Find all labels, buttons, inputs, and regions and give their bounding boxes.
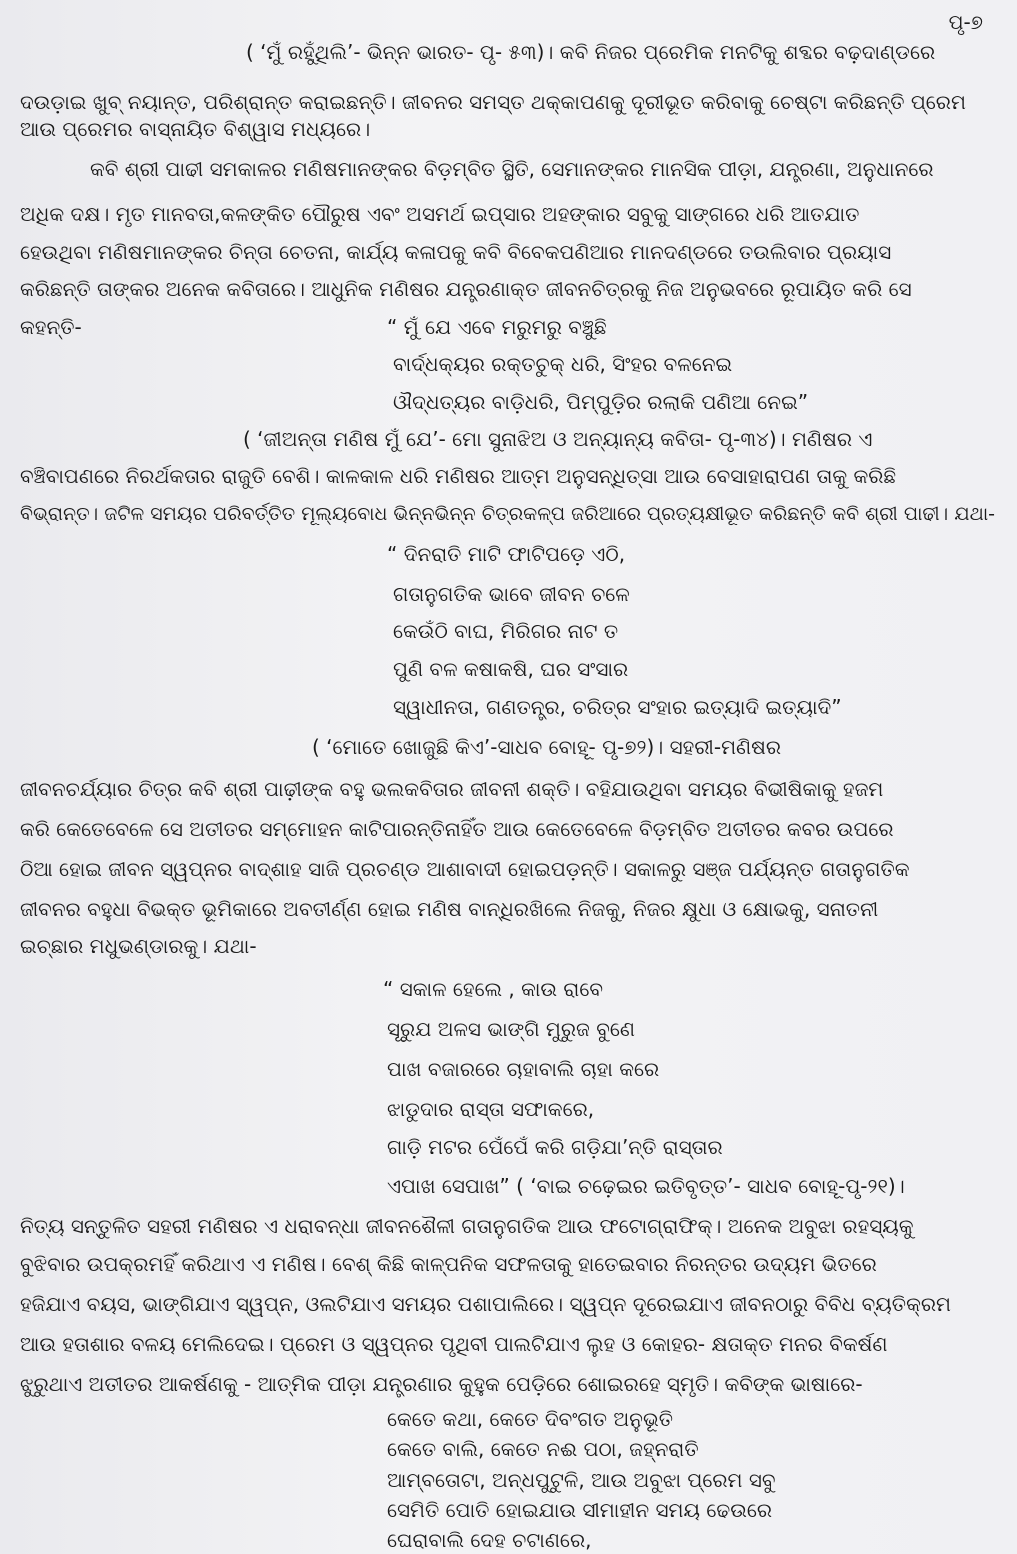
text-line: ଜୀବନଚର୍ଯ୍ୟାର ଚିତ୍ର କବି ଶ୍ରୀ ପାଢ଼ୀଙ୍କ ବହୁ ଭଲକବିତାର ଜୀବନୀ ଶକ୍ତି। ବହିଯାଉଥିବା ସମୟର ବିଭୀଷିକାକୁ ହଜମ (20, 777, 884, 801)
text-line: ଜୀବନର ବହୁଧା ବିଭକ୍ତ ଭୂମିକାରେ ଅବତୀର୍ଣ୍ଣ ହୋଇ ମଣିଷ ବାନ୍ଧିରଖିଲେ ନିଜକୁ, ନିଜର କ୍ଷୁଧା ଓ କ୍ଷୋଭକୁ, ସନାତନୀ (20, 897, 879, 921)
text-line: ଦଉଡ଼ାଇ ଖୁବ୍ ନୟାନ୍ତ, ପରିଶ୍ରାନ୍ତ କରାଇଛନ୍ତି। ଜୀବନର ସମସ୍ତ ଥକ୍କାପଣକୁ ଦୂରୀଭୂତ କରିବାକୁ ଚେଷ୍ଟା କରିଛନ୍ତି ପ୍ରେମ (20, 90, 966, 114)
text-line: ଇଚ୍ଛାର ମଧୁଭଣ୍ଡାରକୁ। ଯଥା- (20, 934, 257, 958)
text-line: ବଞ୍ଚିବାପଣରେ ନିରର୍ଥକତାର ରାଜୁତି ବେଶି। କାଳକାଳ ଧରି ମଣିଷର ଆତ୍ମ ଅନୁସନ୍ଧିତ୍ସା ଆଉ ବେସାହାରାପଣ ତାକୁ କରିଛି (20, 464, 897, 488)
poem-line: “ ଦିନରାତି ମାଟି ଫାଟିପଡ଼େ ଏଠି, (387, 542, 626, 566)
poem-line: ସେମିତି ପୋତି ହୋଇଯାଉ ସୀମାହୀନ ସମୟ ଢେଉରେ (387, 1497, 773, 1522)
text-line: ବିଭ୍ରାନ୍ତ। ଜଟିଳ ସମୟର ପରିବର୍ତ୍ତିତ ମୂଲ୍ୟବୋଧ ଭିନ୍ନଭିନ୍ନ ଚିତ୍ରକଳ୍ପ ଜରିଆରେ ପ୍ରତ୍ୟକ୍ଷୀଭୂତ କରିଛନ୍ତି କବି ଶ୍ରୀ ପାଢୀ। ଯଥା- (20, 503, 996, 525)
text-line: ଆଉ ପ୍ରେମର ବାସ୍ନାୟିତ ବିଶ୍ୱାସ ମଧ୍ୟରେ। (20, 117, 371, 141)
poem-line: ଘେରାବାଲି ଦେହ ଚଟାଣରେ, (387, 1528, 592, 1552)
poem-line: କେତେ ବାଲି, କେତେ ନଈ ପଠା, ଜହ୍ନରାତି (387, 1437, 699, 1462)
text-line: କରିଛନ୍ତି ତାଙ୍କର ଅନେକ କବିତାରେ। ଆଧୁନିକ ମଣିଷର ଯନ୍ତ୍ରଣାକ୍ତ ଜୀବନଚିତ୍ରକୁ ନିଜ ଅନୁଭବରେ ରୂପାୟିତ କରି ସେ (20, 277, 912, 301)
text-line: ବୁଝିବାର ଉପକ୍ରମହିଁ କରିଥାଏ ଏ ମଣିଷ। ବେଶ୍ କିଛି କାଳ୍ପନିକ ସଫଳତାକୁ ହାତେଇବାର ନିରନ୍ତର ଉଦ୍ୟମ ଭିତରେ (20, 1252, 877, 1276)
text-line: ଆଉ ହତାଶାର ବଳୟ ମେଲିଦେଇ। ପ୍ରେମ ଓ ସ୍ୱପ୍ନର ପୃଥିବୀ ପାଲଟିଯାଏ ଲୁହ ଓ କୋହର- କ୍ଷତାକ୍ତ ମନର ବିକର୍ଷଣ (20, 1332, 888, 1356)
text-line: ନିତ୍ୟ ସନ୍ତୁଳିତ ସହରୀ ମଣିଷର ଏ ଧରାବନ୍ଧା ଜୀବନଶୈଳୀ ଗତାନୁଗତିକ ଆଉ ଫଟୋଗ୍ରାଫିକ୍। ଅନେକ ଅବୁଝା ରହସ୍ୟକୁ (20, 1214, 914, 1238)
poem-line: କେଉଁଠି ବାଘ, ମିରିଗର ନାଟ ତ (393, 619, 619, 643)
text-line: ( ‘ମୁଁ ରହୁଁଥିଲି’- ଭିନ୍ନ ଭାରତ- ପୃ- ୫୩)। କବି ନିଜର ପ୍ରେମିକ ମନଟିକୁ ଶବ୍ଦର ବଢ଼ଦାଣ୍ଡରେ (246, 40, 936, 64)
poem-line: କେତେ କଥା, କେତେ ଦିବଂଗତ ଅନୁଭୂତି (387, 1407, 673, 1431)
poem-line: ଏପାଖ ସେପାଖ” ( ‘ବାଇ ଚଢ଼େଇର ଇତିବୃତ୍ତ’- ସାଧବ ବୋହୂ-ପୃ-୨୧)। (387, 1174, 905, 1198)
poem-line: ବାର୍ଦ୍ଧକ୍ୟର ରକ୍ତଚୁକ୍ ଧରି, ସିଂହର ବଳନେଇ (393, 352, 733, 376)
text-line: ଝୁରୁଥାଏ ଅତୀତର ଆକର୍ଷଣକୁ - ଆତ୍ମିକ ପୀଡ଼ା ଯନ୍ତ୍ରଣାର କୁହୁକ ପେଡ଼ିରେ ଶୋଇରହେ ସ୍ମୃତି। କବିଙ୍କ ଭାଷାରେ- (20, 1372, 863, 1396)
poem-line: ପୁଣି ବଳ କଷାକଷି, ଘର ସଂସାର (393, 657, 629, 681)
text-line: କବି ଶ୍ରୀ ପାଢୀ ସମକାଳର ମଣିଷମାନଙ୍କର ବିଡ଼ମ୍ବିତ ସ୍ଥିତି, ସେମାନଙ୍କର ମାନସିକ ପୀଡ଼ା, ଯନ୍ତ୍ରଣା, ଅନୁଧାନରେ (90, 157, 934, 181)
poem-line: ସ୍ୱାଧୀନତା, ଗଣତନ୍ତ୍ର, ଚରିତ୍ର ସଂହାର ଇତ୍ୟାଦି ଇତ୍ୟାଦି” (393, 695, 842, 719)
poem-line: ଆମ୍ବତୋଟା, ଅନ୍ଧପୁଟୁଳି, ଆଉ ଅବୁଝା ପ୍ରେମ ସବୁ (387, 1467, 776, 1492)
text-line: ହେଉଥିବା ମଣିଷମାନଙ୍କର ଚିନ୍ତା ଚେତନା, କାର୍ଯ୍ୟ କଳାପକୁ କବି ବିବେକପଣିଆର ମାନଦଣ୍ଡରେ ତଉଲିବାର ପ୍ରୟାସ (20, 240, 892, 264)
text-line: କହନ୍ତି- (20, 315, 82, 339)
poem-line: ଝାଡୁଦାର ରାସ୍ତା ସଫାକରେ, (387, 1097, 595, 1121)
text-line: ଠିଆ ହୋଇ ଜୀବନ ସ୍ୱପ୍ନର ବାଦ୍‌ଶାହ ସାଜି ପ୍ରଚଣ୍ଡ ଆଶାବାଦୀ ହୋଇପଡ଼ନ୍ତି। ସକାଳରୁ ସଞ୍ଜ ପର୍ଯ୍ୟନ୍ତ ଗତାନୁଗତିକ (20, 857, 910, 881)
text-line: ଅଧିକ ଦକ୍ଷ। ମୃତ ମାନବତା,କଳଙ୍କିତ ପୌରୁଷ ଏବଂ ଅସମର୍ଥ ଇପ୍ସାର ଅହଙ୍କାର ସବୁକୁ ସାଙ୍ଗରେ ଧରି ଆତଯାତ (20, 202, 860, 226)
poem-line: ଗାଡ଼ି ମଟର ପେଁପେଁ କରି ଗଡ଼ିଯା’ନ୍ତି ରାସ୍ତାର (387, 1135, 723, 1159)
text-line: ( ‘ମୋତେ ଖୋଜୁଛି କିଏ’-ସାଧବ ବୋହୂ- ପୃ-୭୨)। ସହରୀ-ମଣିଷର (312, 735, 782, 759)
text-line: କରି କେତେବେଳେ ସେ ଅତୀତର ସମ୍ମୋହନ କାଟିପାରନ୍ତିନାହିଁତ ଆଉ କେତେବେଳେ ବିଡ଼ମ୍ବିତ ଅତୀତର କବର ଉପରେ (20, 817, 894, 841)
page-number: ପୃ-୭ (948, 10, 983, 34)
poem-line: “ ମୁଁ ଯେ ଏବେ ମରୁମରୁ ବଞ୍ଚୁଛି (387, 315, 607, 339)
poem-line: “ ସକାଳ ହେଲେ , କାଉ ରାବେ (383, 977, 603, 1001)
poem-line: ସୂରୁଯ ଅଳସ ଭାଙ୍ଗି ମୁରୁଜ ବୁଣେ (387, 1017, 635, 1041)
poem-line: ଔଦ୍ଧତ୍ୟର ବାଡ଼ିଧରି, ପିମ୍ପୁଡ଼ିର ରଲାକି ପଣିଆ ନେଇ” (393, 390, 809, 414)
poem-line: ଗତାନୁଗତିକ ଭାବେ ଜୀବନ ଚଳେ (393, 582, 630, 606)
poem-line: ପାଖ ବଜାରରେ ଚାହାବାଲି ଚାହା କରେ (387, 1057, 660, 1081)
text-line: ହଜିଯାଏ ବୟସ, ଭାଙ୍ଗିଯାଏ ସ୍ୱପ୍ନ, ଓଲଟିଯାଏ ସମୟର ପଶାପାଲିରେ। ସ୍ୱପ୍ନ ଦୂରେଇଯାଏ ଜୀବନଠାରୁ ବିବିଧ ବ୍ୟତିକ୍ରମ (20, 1292, 951, 1316)
text-line: ( ‘ଜୀଅନ୍ତା ମଣିଷ ମୁଁ ଯେ’- ମୋ ସୁନାଝିଅ ଓ ଅନ୍ୟାନ୍ୟ କବିତା- ପୃ-୩୪)। ମଣିଷର ଏ (243, 427, 873, 451)
